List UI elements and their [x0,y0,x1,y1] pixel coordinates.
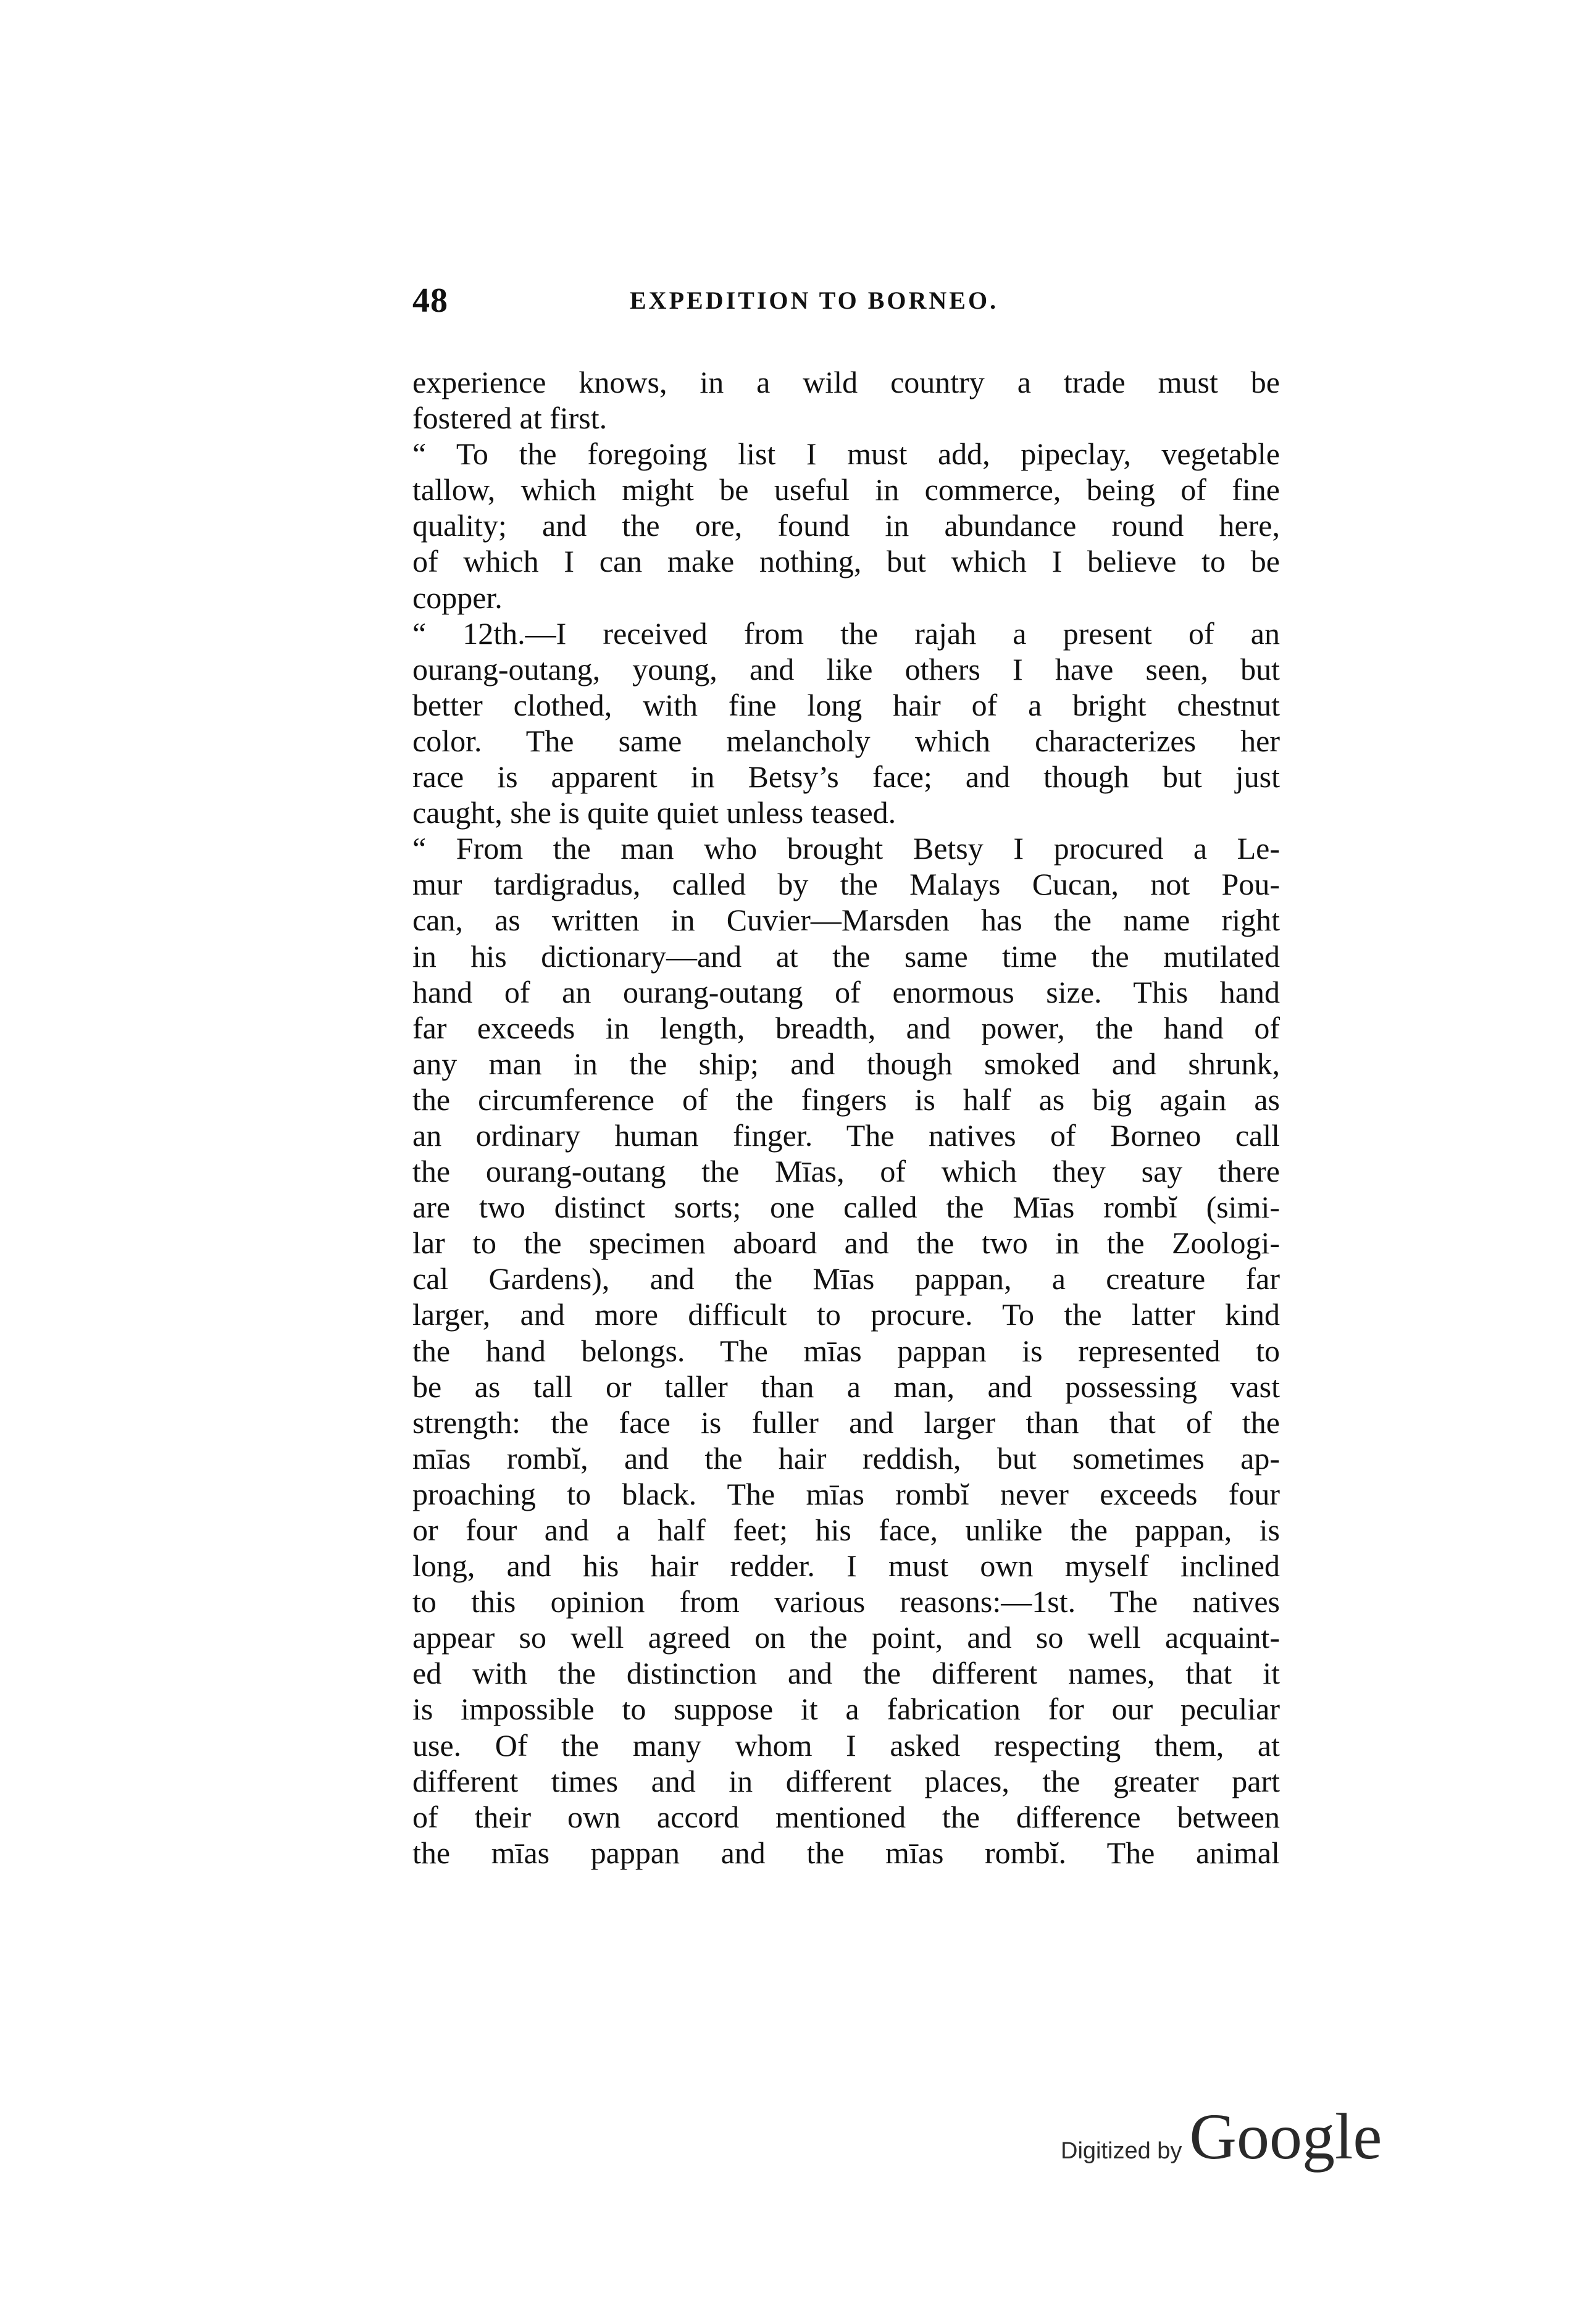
text-line: ed with the distinction and the different names, that it [412,1656,1280,1691]
text-line: strength: the face is fuller and larger than that of the [412,1405,1280,1440]
text-line: different times and in different places, the greater part [412,1763,1280,1798]
text-line: any man in the ship; and though smoked and shrunk, [412,1046,1280,1081]
text-line: tallow, which might be useful in commerce, being of fine [412,472,1280,507]
text-line: proaching to black. The mīas rombĭ never exceeds four [412,1476,1280,1511]
text-line: experience knows, in a wild country a trade must be [412,365,1280,399]
body-text [412,364,1280,1883]
text-line: caught, she is quite quiet unless teased. [412,795,896,830]
text-line: the mīas pappan and the mīas rombĭ. The animal [412,1835,1280,1870]
text-line: appear so well agreed on the point, and so well acquaint- [412,1620,1280,1655]
google-wordmark: Google [1189,2100,1382,2173]
text-line: of which I can make nothing, but which I believe to be [412,544,1280,579]
text-line: better clothed, with fine long hair of a bright chestnut [412,687,1280,722]
text-line: “ To the foregoing list I must add, pipeclay, vegetable [412,436,1280,472]
page-number: 48 [412,282,448,320]
digitized-by-google-credit [1061,2099,1382,2173]
text-line: can, as written in Cuvier—Marsden has the name right [412,903,1280,938]
text-line: or four and a half feet; his face, unlike the pappan, is [412,1513,1280,1547]
text-line: fostered at first. [412,401,608,436]
text-line: long, and his hair redder. I must own myself inclined [412,1548,1280,1584]
text-line: the circumference of the fingers is half as big again as [412,1082,1280,1117]
text-line: copper. [412,580,503,615]
text-line: larger, and more difficult to procure. To the latter kind [412,1297,1280,1332]
text-line: color. The same melancholy which characterizes her [412,723,1280,758]
text-line: race is apparent in Betsy’s face; and though but just [412,759,1280,795]
text-line: in his dictionary—and at the same time the mutilated [412,938,1280,974]
text-line: use. Of the many whom I asked respecting them, at [412,1727,1280,1763]
text-line: far exceeds in length, breadth, and power, the hand of [412,1010,1280,1045]
running-title: EXPEDITION TO BORNEO. [630,286,999,314]
page-header [412,281,1280,330]
text-line: “ 12th.—I received from the rajah a present of an [412,616,1280,651]
text-line: lar to the specimen aboard and the two in the Zoologi- [412,1226,1280,1261]
text-line: is impossible to suppose it a fabrication for our peculiar [412,1692,1280,1727]
text-line: hand of an ourang-outang of enormous size. This hand [412,974,1280,1009]
text-line: the ourang-outang the Mīas, of which they say there [412,1154,1280,1189]
text-line: to this opinion from various reasons:—1st. The natives [412,1584,1280,1619]
digitized-by-label: Digitized by [1061,2138,1182,2164]
text-line: be as tall or taller than a man, and possessing vast [412,1369,1280,1404]
text-line: are two distinct sorts; one called the Mīas rombĭ (simi- [412,1190,1280,1225]
text-line: mur tardigradus, called by the Malays Cucan, not Pou- [412,867,1280,902]
text-line: cal Gardens), and the Mīas pappan, a creature far [412,1261,1280,1297]
text-line: of their own accord mentioned the difference between [412,1799,1280,1834]
text-line: the hand belongs. The mīas pappan is represented to [412,1333,1280,1368]
text-line: an ordinary human finger. The natives of Borneo call [412,1117,1280,1153]
text-line: quality; and the ore, found in abundance round here, [412,508,1280,543]
text-line: mīas rombĭ, and the hair reddish, but sometimes ap- [412,1440,1280,1476]
text-line: ourang-outang, young, and like others I have seen, but [412,651,1280,687]
text-line: “ From the man who brought Betsy I procured a Le- [412,831,1280,866]
